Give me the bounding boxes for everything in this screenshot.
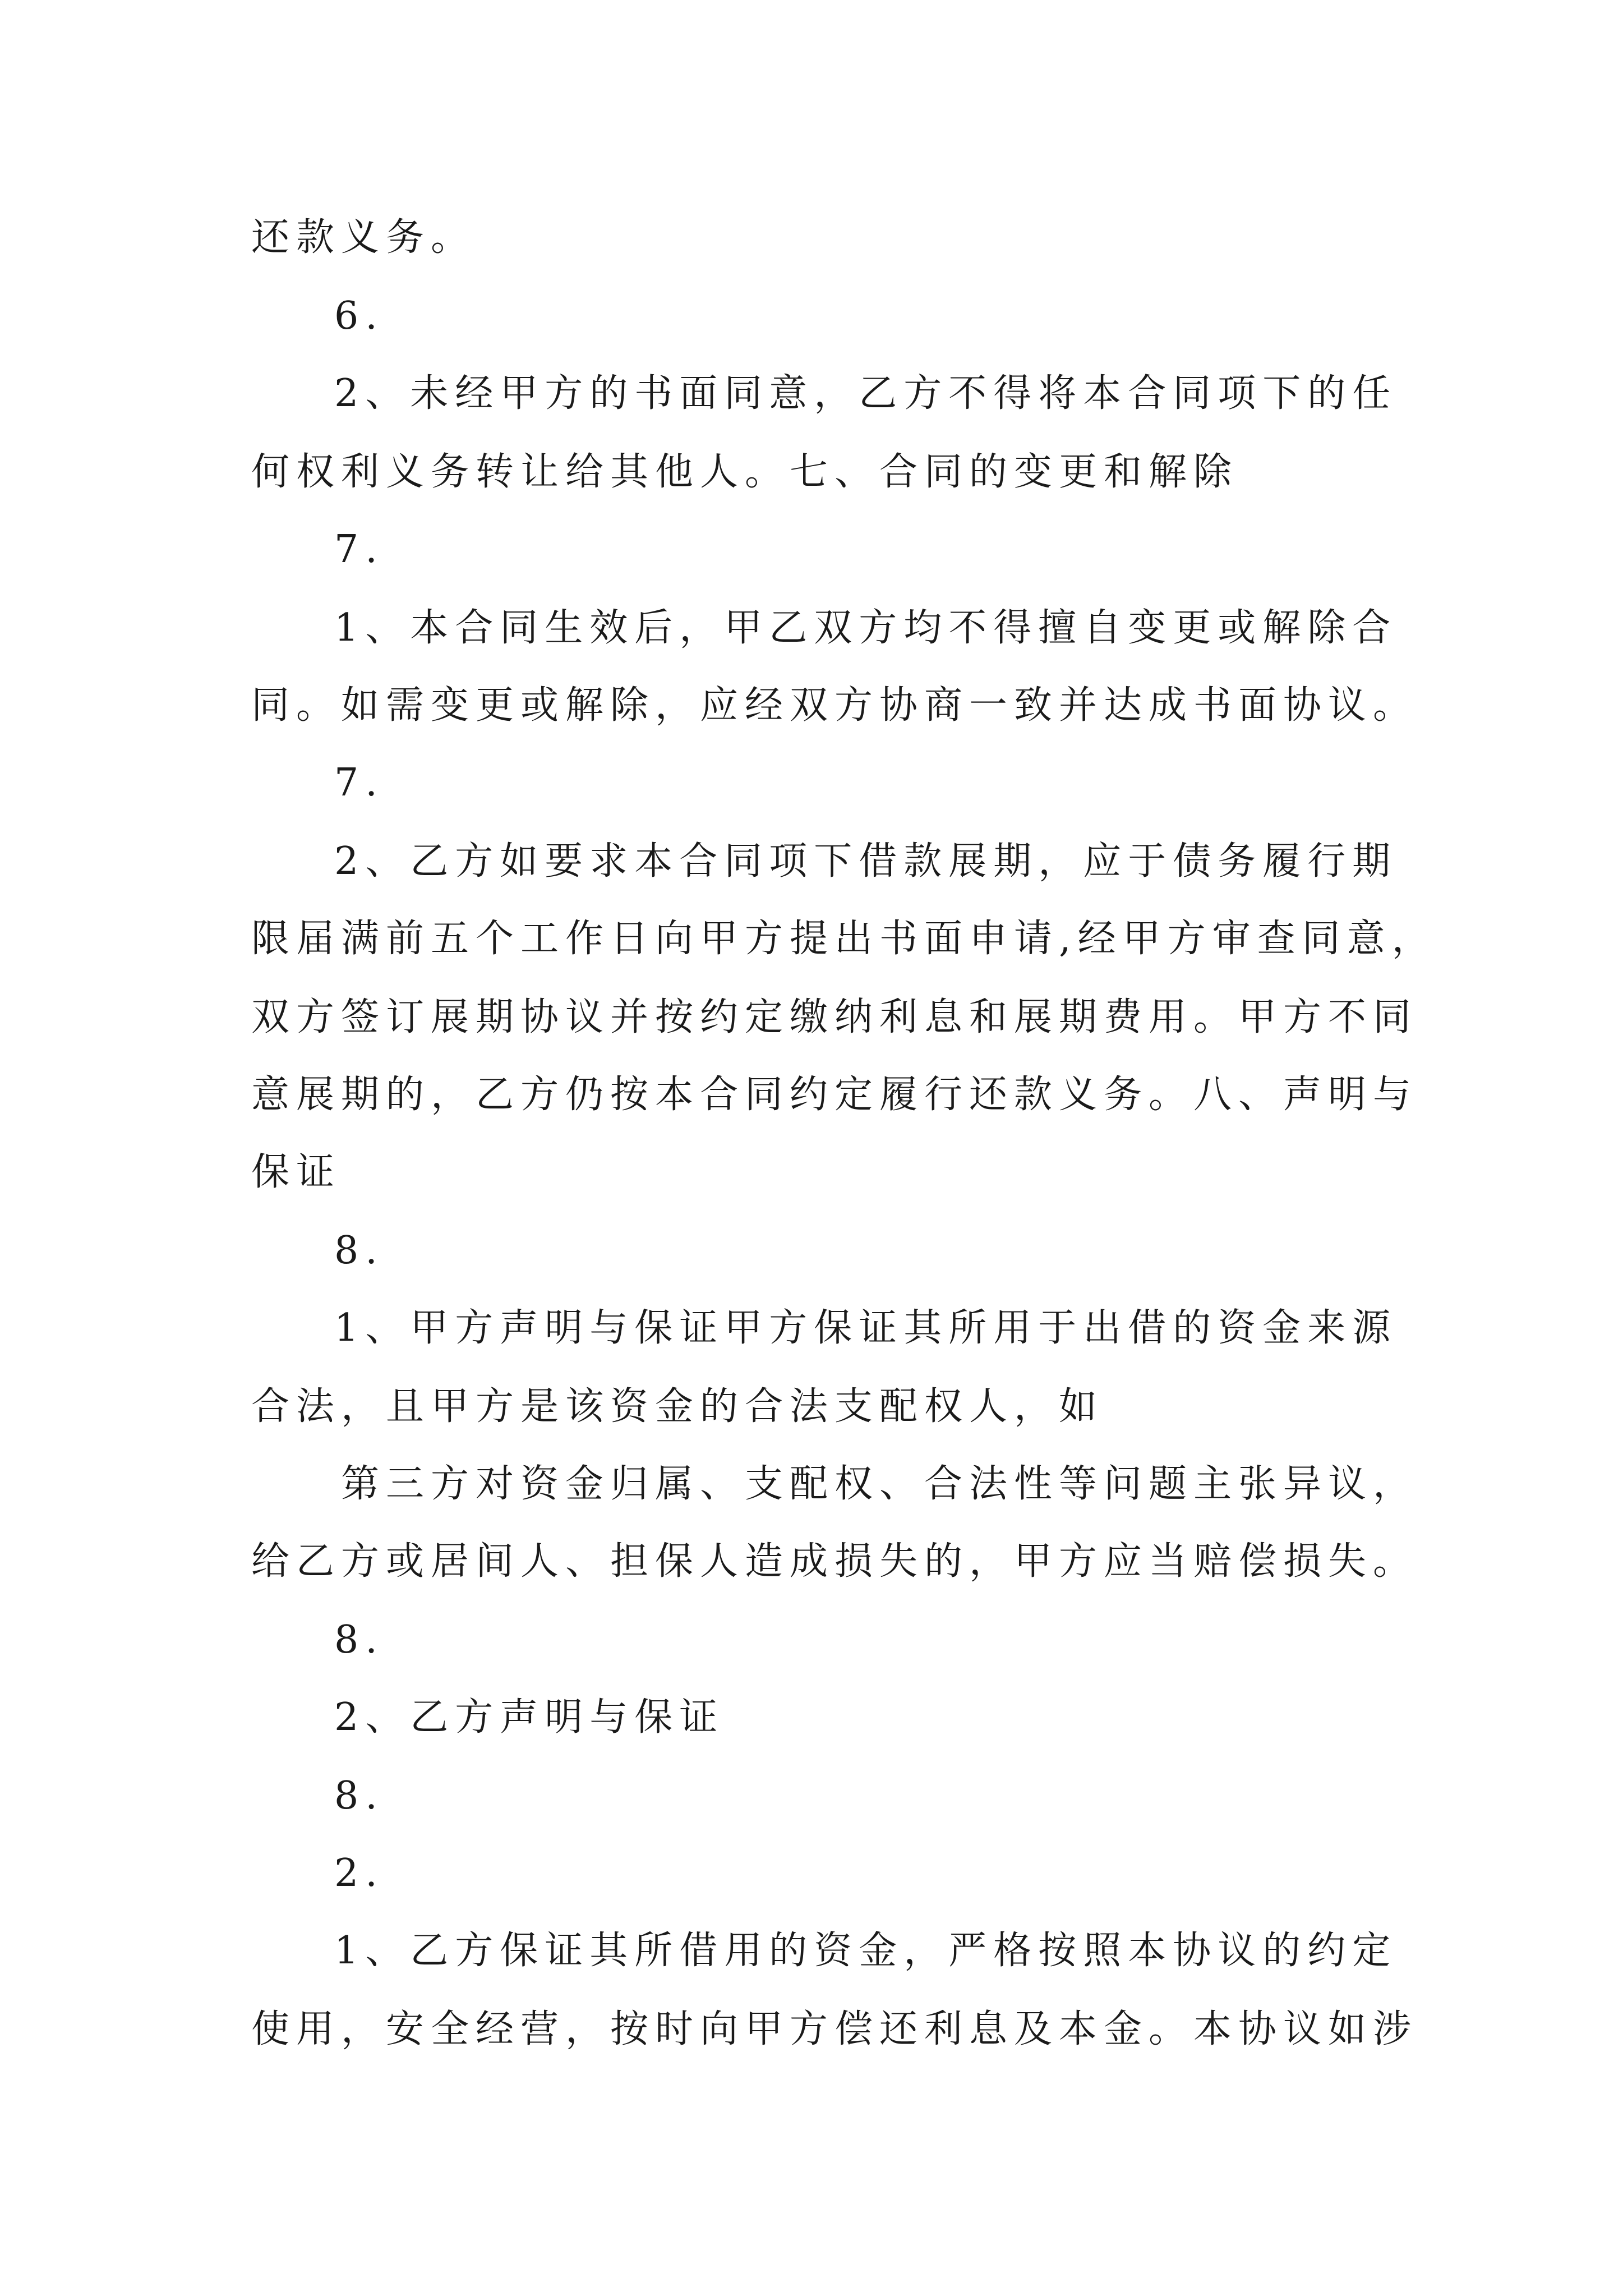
text-line: 7. — [334, 527, 384, 572]
text-line: 8. — [334, 1774, 384, 1818]
text-line: 双方签订展期协议并按约定缴纳利息和展期费用。甲方不同 — [251, 995, 1418, 1039]
text-line: 保证 — [251, 1150, 342, 1194]
text-line: 2、乙方如要求本合同项下借款展期，应于债务履行期 — [334, 839, 1398, 884]
text-line: 1、本合同生效后，甲乙双方均不得擅自变更或解除合 — [334, 606, 1398, 650]
text-line: 何权利义务转让给其他人。七、合同的变更和解除 — [251, 450, 1239, 494]
text-line: 同。如需变更或解除，应经双方协商一致并达成书面协议。 — [251, 683, 1418, 728]
text-line: 还款义务。 — [251, 215, 476, 260]
text-line: 2. — [334, 1851, 384, 1895]
text-line: 6. — [334, 294, 384, 338]
text-line: 合法，且甲方是该资金的合法支配权人，如 — [251, 1384, 1104, 1429]
text-line: 2、乙方声明与保证 — [334, 1695, 725, 1740]
text-line: 7. — [334, 761, 384, 805]
text-line: 8. — [334, 1618, 384, 1662]
text-line: 第三方对资金归属、支配权、合法性等问题主张异议， — [341, 1462, 1418, 1506]
text-line: 2、未经甲方的书面同意，乙方不得将本合同项下的任 — [334, 371, 1398, 416]
text-line: 1、甲方声明与保证甲方保证其所用于出借的资金来源 — [334, 1306, 1398, 1350]
text-line: 8. — [334, 1228, 384, 1273]
text-line: 使用，安全经营，按时向甲方偿还利息及本金。本协议如涉 — [251, 2007, 1418, 2051]
text-line: 限届满前五个工作日向甲方提出书面申请,经甲方审查同意， — [251, 917, 1437, 961]
text-line: 意展期的，乙方仍按本合同约定履行还款义务。八、声明与 — [251, 1073, 1418, 1117]
text-line: 1、乙方保证其所借用的资金，严格按照本协议的约定 — [334, 1929, 1398, 1973]
text-line: 给乙方或居间人、担保人造成损失的，甲方应当赔偿损失。 — [251, 1539, 1418, 1584]
